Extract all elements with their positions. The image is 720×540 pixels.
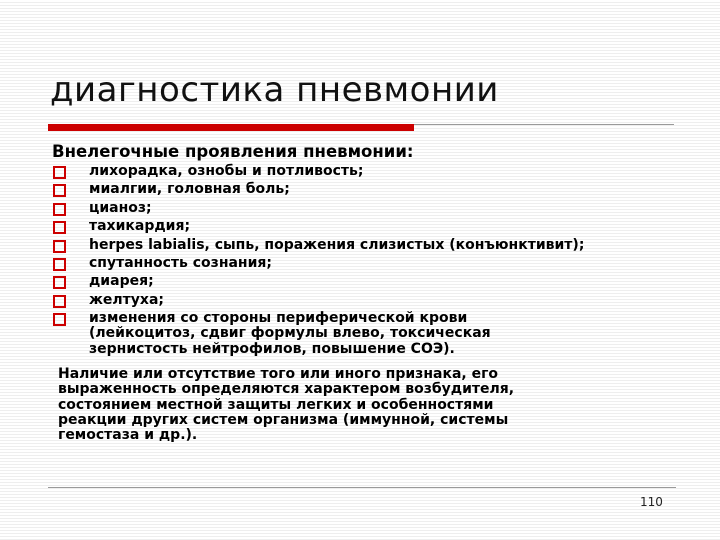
slide-subtitle: Внелегочные проявления пневмонии:: [52, 142, 414, 161]
title-divider-line: [414, 124, 674, 125]
list-item-text: миалгии, головная боль;: [89, 181, 290, 198]
hollow-square-bullet-icon: [53, 295, 66, 308]
list-item: [52, 293, 672, 308]
body-paragraph: Наличие или отсутствие того или иного признака, его выраженность определяются характером возбудителя, состоянием местной защиты легких и особенностями реакции других систем организма (иммунной, системы гемостаза и др.).: [58, 366, 515, 444]
footer-divider-line: [48, 487, 676, 488]
list-item-text: спутанность сознания;: [89, 254, 273, 271]
hollow-square-bullet-icon: [53, 258, 66, 271]
list-item: [52, 238, 672, 253]
hollow-square-bullet-icon: [53, 166, 66, 179]
list-item-text: тахикардия;: [89, 218, 191, 235]
list-item: [52, 256, 672, 271]
bullet-list: [52, 164, 672, 360]
title-accent-bar: [48, 124, 414, 131]
hollow-square-bullet-icon: [53, 184, 66, 197]
hollow-square-bullet-icon: [53, 313, 66, 326]
list-item: [52, 201, 672, 216]
list-item-text: лихорадка, ознобы и потливость;: [89, 163, 364, 179]
list-item-text: изменения со стороны периферической крови (лейкоцитоз, сдвиг формулы влево, токсическая зернистость нейтрофилов, повышение СОЭ).: [89, 310, 491, 357]
list-item: [52, 182, 672, 197]
page-number: 110: [640, 495, 663, 509]
list-item: [52, 219, 672, 234]
hollow-square-bullet-icon: [53, 240, 66, 253]
hollow-square-bullet-icon: [53, 203, 66, 216]
list-item-text: желтуха;: [89, 291, 164, 308]
hollow-square-bullet-icon: [53, 221, 66, 234]
list-item: [52, 274, 672, 289]
list-item: [52, 311, 672, 357]
hollow-square-bullet-icon: [53, 276, 66, 289]
list-item-text: herpes labialis, сыпь, поражения слизистых (конъюнктивит);: [89, 236, 585, 253]
list-item-text: цианоз;: [89, 199, 152, 216]
list-item: [52, 164, 672, 179]
slide-title: диагностика пневмонии: [50, 70, 499, 110]
list-item-text: диарея;: [89, 273, 154, 290]
